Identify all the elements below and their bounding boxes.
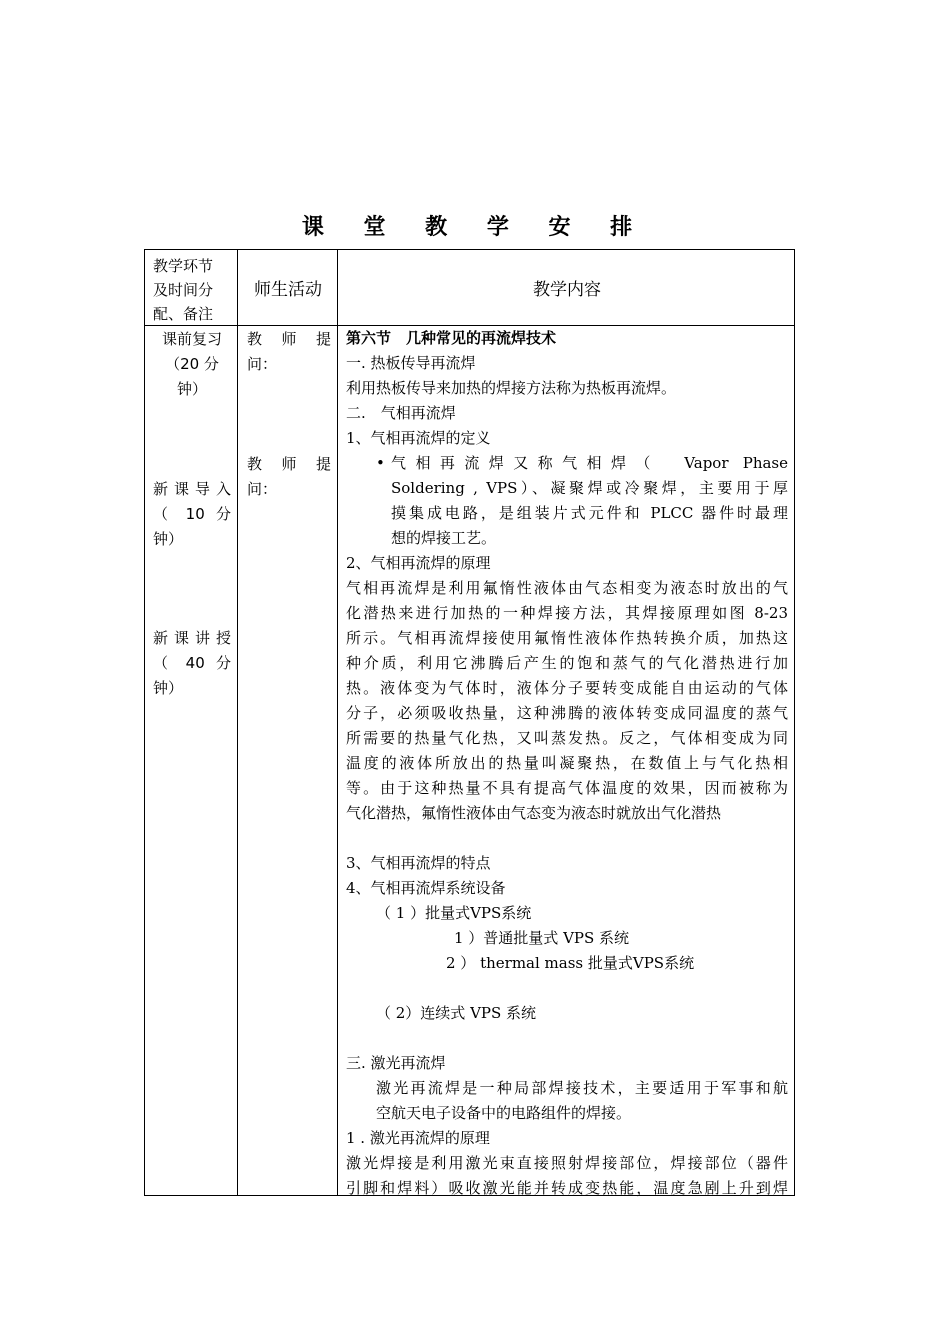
laser-intro	[346, 1076, 788, 1126]
bullet-text: 气相再流焊又称气相焊（ Vapor Phase	[391, 454, 788, 472]
stage-time: 钟）	[176, 380, 207, 398]
stage-time: （ 40 分	[153, 654, 231, 672]
header-stage-time	[153, 254, 233, 326]
stage-time: 钟）	[153, 530, 184, 548]
paragraph-line: 温度的液体所放出的热量叫凝聚热，在数值上与气化热相	[346, 754, 788, 772]
bullet-text: 想的焊接工艺。	[391, 529, 497, 547]
lesson-table	[144, 249, 795, 1196]
content-line: （ 1 ）批量式VPS系统	[376, 904, 532, 922]
stage-time: 钟）	[153, 679, 184, 697]
content-line: 1 . 激光再流焊的原理	[346, 1129, 490, 1147]
activity-text: 教 师 提	[247, 455, 331, 473]
paragraph-line: 引脚和焊料）吸收激光能并转成变热能，温度急剧上升到焊	[346, 1179, 788, 1197]
content-line: 1、气相再流焊的定义	[346, 429, 491, 447]
header-content: 教学内容	[533, 280, 601, 300]
spacer	[346, 976, 788, 1001]
column-divider	[237, 250, 238, 1195]
stage-label: 新课导入	[153, 480, 231, 498]
content-line: 二. 气相再流焊	[346, 404, 456, 422]
bullet-icon: •	[376, 454, 385, 472]
page-title: 课 堂 教 学 安 排	[301, 215, 649, 240]
paragraph-line: 所需要的热量气化热，又叫蒸发热。反之，气体相变成为同	[346, 729, 788, 747]
activity-text: 问：	[247, 355, 278, 373]
content-line: 4、气相再流焊系统设备	[346, 879, 506, 897]
section-title: 第六节 几种常见的再流焊技术	[346, 329, 557, 347]
paragraph-line: 激光焊接是利用激光束直接照射焊接部位，焊接部位（器件	[346, 1154, 788, 1172]
content-line: （ 2）连续式 VPS 系统	[376, 1004, 537, 1022]
content-line: 3、气相再流焊的特点	[346, 854, 491, 872]
stage-review	[153, 327, 231, 402]
paragraph-line: 种介质，利用它沸腾后产生的饱和蒸气的气化潜热进行加	[346, 654, 788, 672]
paragraph-line: 等。由于这种热量不具有提高气体温度的效果，因而被称为	[346, 779, 788, 797]
header-line: 及时间分	[153, 281, 214, 299]
bullet-text: Soldering , VPS）、凝聚焊或冷聚焊，主要用于厚	[391, 479, 788, 497]
paragraph-line: 热。液体变为气体时，液体分子要转变成能自由运动的气体	[346, 679, 788, 697]
definition-bullet	[346, 451, 788, 551]
paragraph-line: 所示。气相再流焊接使用氟惰性液体作热转换介质，加热这	[346, 629, 788, 647]
stage-label: 课前复习	[161, 330, 222, 348]
activity-teacher-question-2	[247, 452, 331, 502]
paragraph-line: 激光再流焊是一种局部焊接技术，主要适用于军事和航	[376, 1079, 788, 1097]
content-line: 三. 激光再流焊	[346, 1054, 446, 1072]
content-line: 2、气相再流焊的原理	[346, 554, 491, 572]
paragraph-line: 空航天电子设备中的电路组件的焊接。	[376, 1104, 632, 1122]
header-line: 配、备注	[153, 305, 214, 323]
header-line: 教学环节	[153, 257, 214, 275]
content-line: 利用热板传导来加热的焊接方法称为热板再流焊。	[346, 379, 677, 397]
spacer	[346, 826, 788, 851]
stage-label: 新课讲授	[153, 629, 231, 647]
paragraph-line: 气化潜热，氟惰性液体由气态变为液态时就放出气化潜热	[346, 804, 722, 822]
content-line: 2 ） thermal mass 批量式VPS系统	[446, 954, 695, 972]
stage-lecture	[153, 626, 231, 701]
activity-text: 教 师 提	[247, 330, 331, 348]
column-divider	[337, 250, 338, 1195]
header-activities: 师生活动	[254, 280, 322, 300]
paragraph-line: 化潜热来进行加热的一种焊接方法，其焊接原理如图 8-23	[346, 604, 788, 622]
activity-teacher-question	[247, 327, 331, 377]
content-line: 1 ）普通批量式 VPS 系统	[454, 929, 630, 947]
paragraph-line: 分子，必须吸收热量，这种沸腾的液体转变成同温度的蒸气	[346, 704, 788, 722]
spacer	[346, 1026, 788, 1051]
stage-time: （ 10 分	[153, 505, 231, 523]
paragraph-line: 气相再流焊是利用氟惰性液体由气态相变为液态时放出的气	[346, 579, 788, 597]
bullet-text: 摸集成电路，是组装片式元件和 PLCC 器件时最理	[391, 504, 788, 522]
stage-intro	[153, 477, 231, 552]
content-line: 一. 热板传导再流焊	[346, 354, 476, 372]
stage-time: （20 分	[165, 355, 219, 373]
lesson-content	[346, 326, 788, 1201]
activity-text: 问：	[247, 480, 278, 498]
